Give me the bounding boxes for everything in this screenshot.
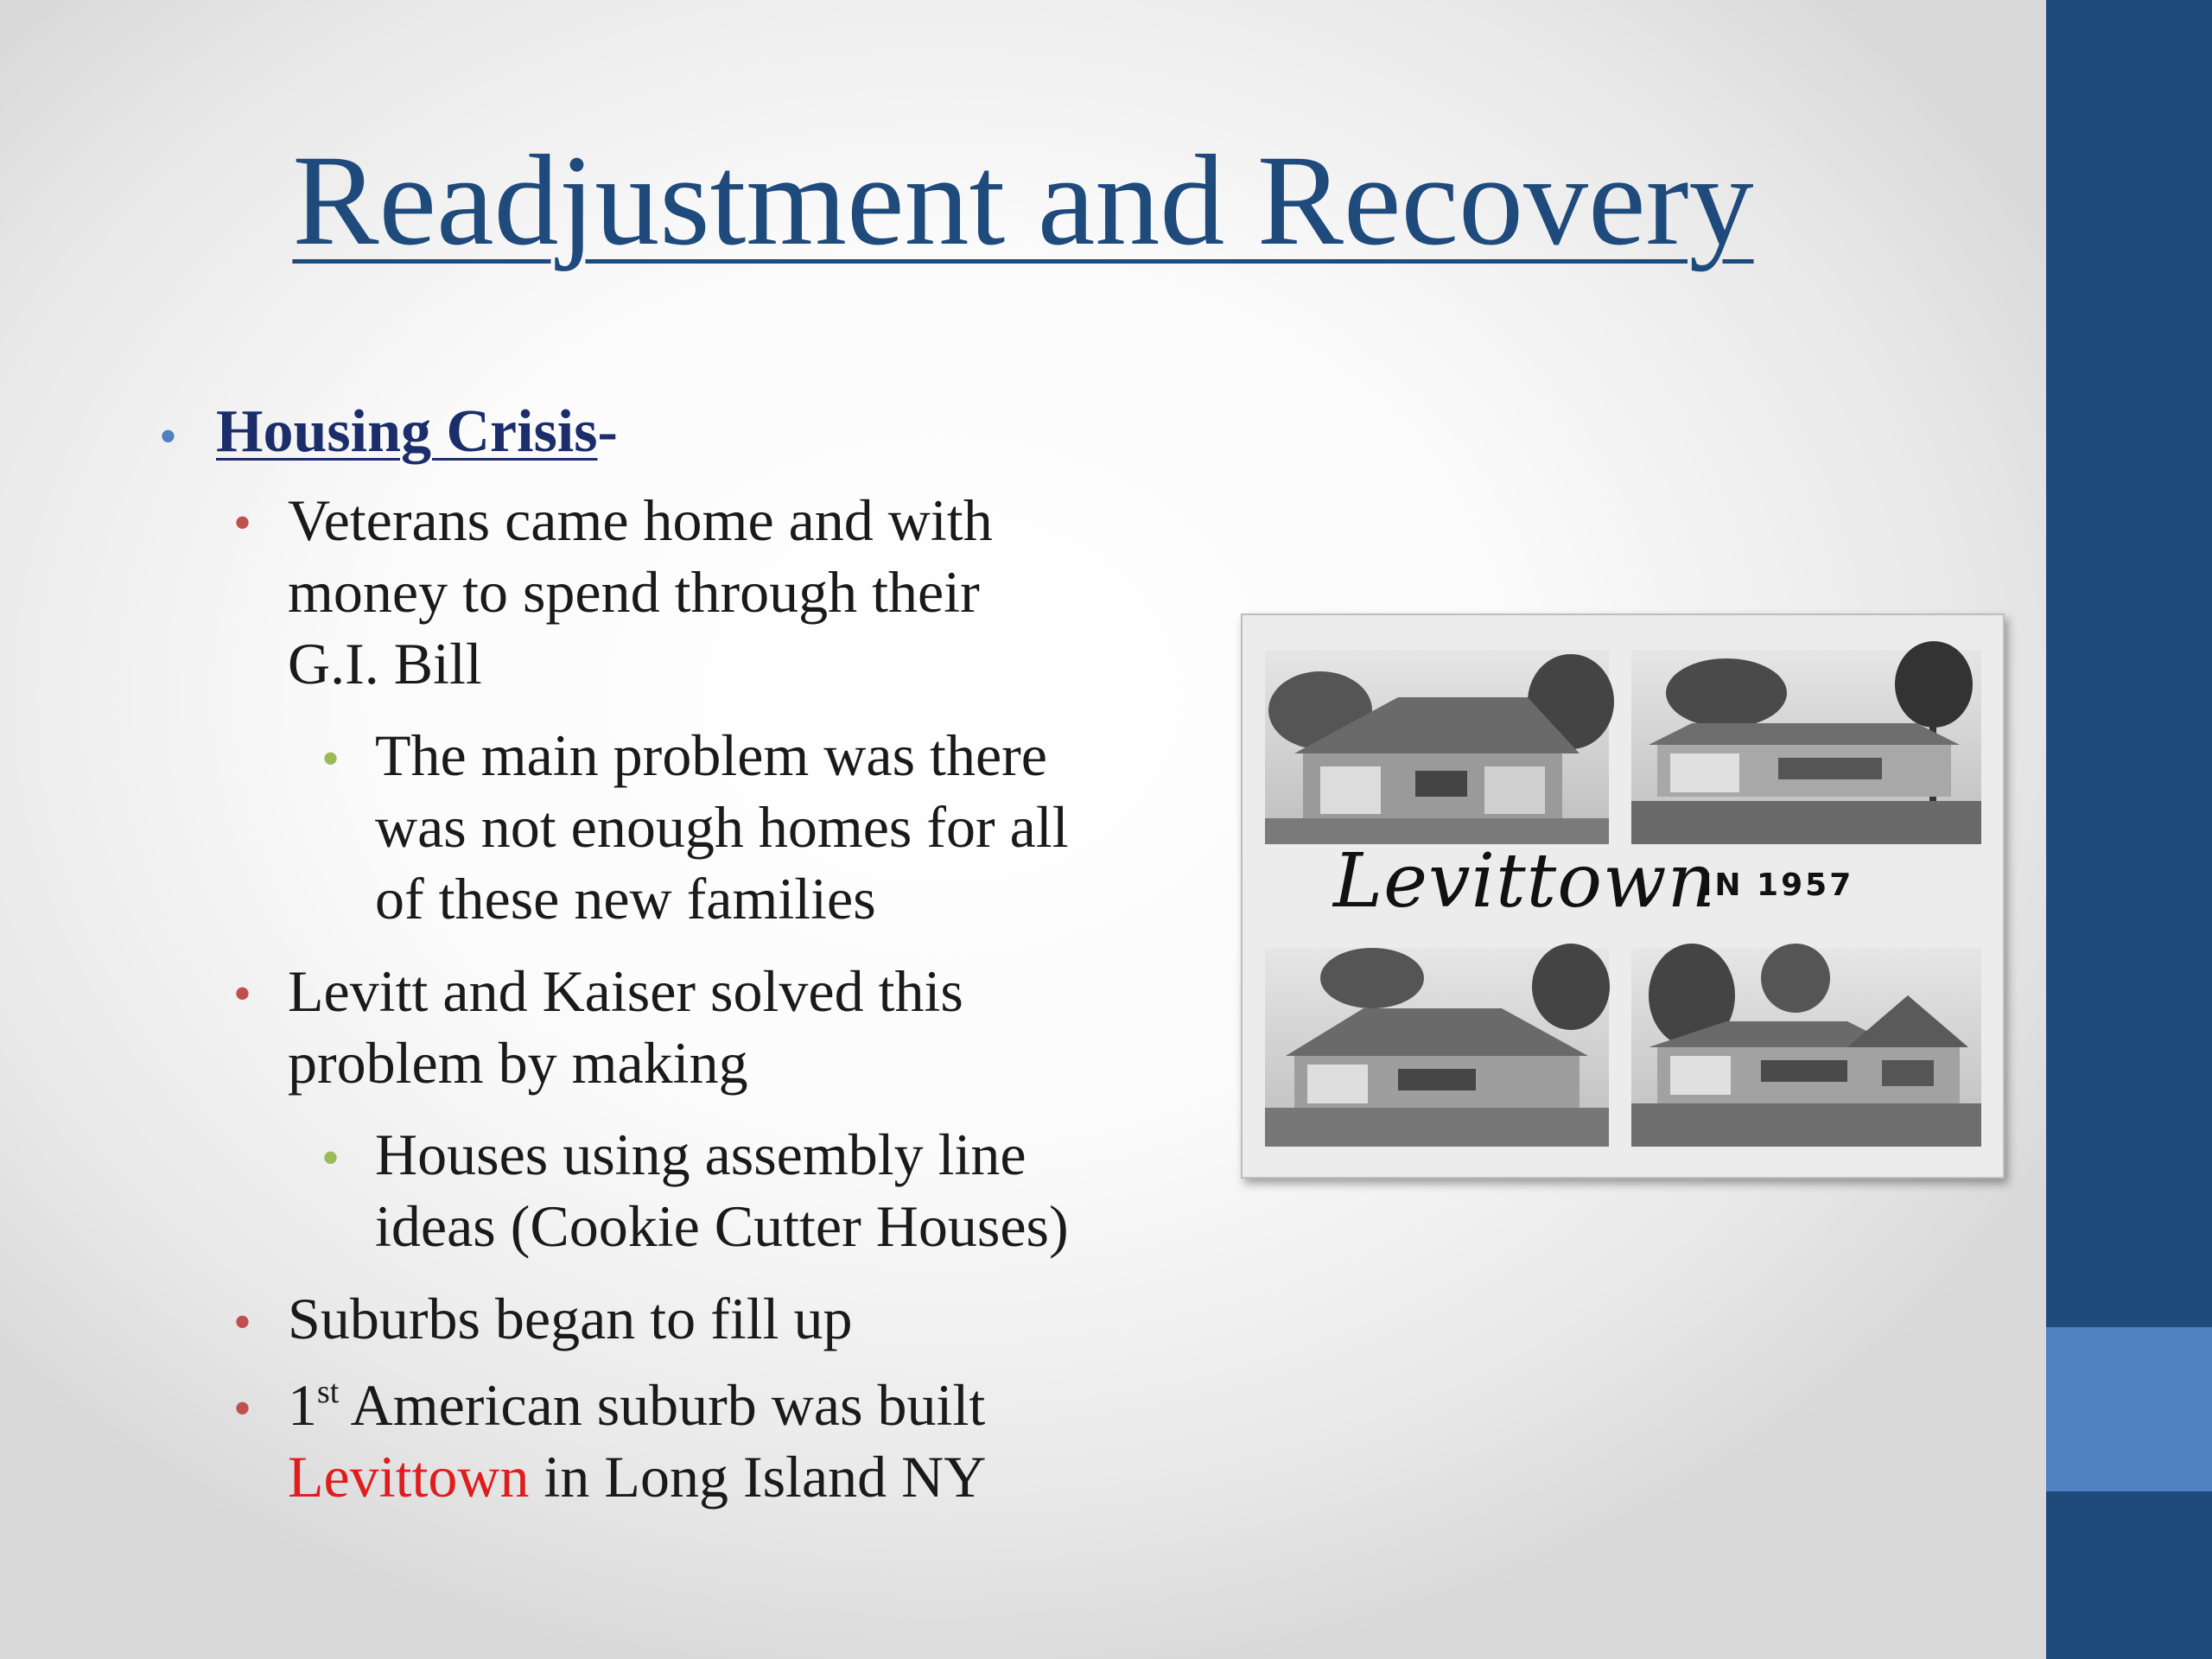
bullet-text: Veterans came home and with xyxy=(288,487,993,553)
sidebar-accent xyxy=(2046,1327,2212,1491)
bullet-text: G.I. Bill xyxy=(288,631,482,696)
heading-label: Housing Crisis xyxy=(216,398,598,465)
image-caption: IN 1957 xyxy=(1700,868,1854,903)
bullet-dot-icon: • xyxy=(233,965,252,1022)
bullet-text xyxy=(288,1443,986,1511)
ordinal-suffix: st xyxy=(317,1374,340,1410)
bullet-text: Suburbs began to fill up xyxy=(288,1286,853,1351)
heading-suffix: - xyxy=(597,398,618,465)
bullet-dot-icon: • xyxy=(159,408,178,465)
bullet-text: The main problem was there xyxy=(375,722,1047,788)
bullet-text: money to spend through their xyxy=(288,559,980,625)
highlight-levittown: Levittown xyxy=(288,1444,530,1510)
heading-housing-crisis xyxy=(216,397,618,467)
levittown-image xyxy=(1241,613,2005,1179)
slide-title: Readjustment and Recovery xyxy=(292,129,1754,272)
bullet-dot-icon: • xyxy=(233,1380,252,1437)
bullet-text: was not enough homes for all xyxy=(375,794,1069,860)
bullet-text: Levitt and Kaiser solved this xyxy=(288,958,963,1024)
bullet-dot-icon: • xyxy=(321,730,340,787)
bullet-dot-icon: • xyxy=(321,1129,340,1186)
ordinal-number: 1 xyxy=(288,1372,317,1438)
bullet-text xyxy=(288,1371,985,1440)
bullet-text: ideas (Cookie Cutter Houses) xyxy=(375,1193,1069,1259)
bullet-text-part: in Long Island NY xyxy=(529,1444,987,1510)
bullet-text-part: American suburb was built xyxy=(339,1372,986,1438)
image-script-text: Levittown xyxy=(1333,838,1716,925)
bullet-text: of these new families xyxy=(375,866,876,931)
bullet-text: Houses using assembly line xyxy=(375,1122,1027,1187)
bullet-dot-icon: • xyxy=(233,494,252,551)
bullet-text: problem by making xyxy=(288,1030,748,1096)
bullet-dot-icon: • xyxy=(233,1294,252,1351)
